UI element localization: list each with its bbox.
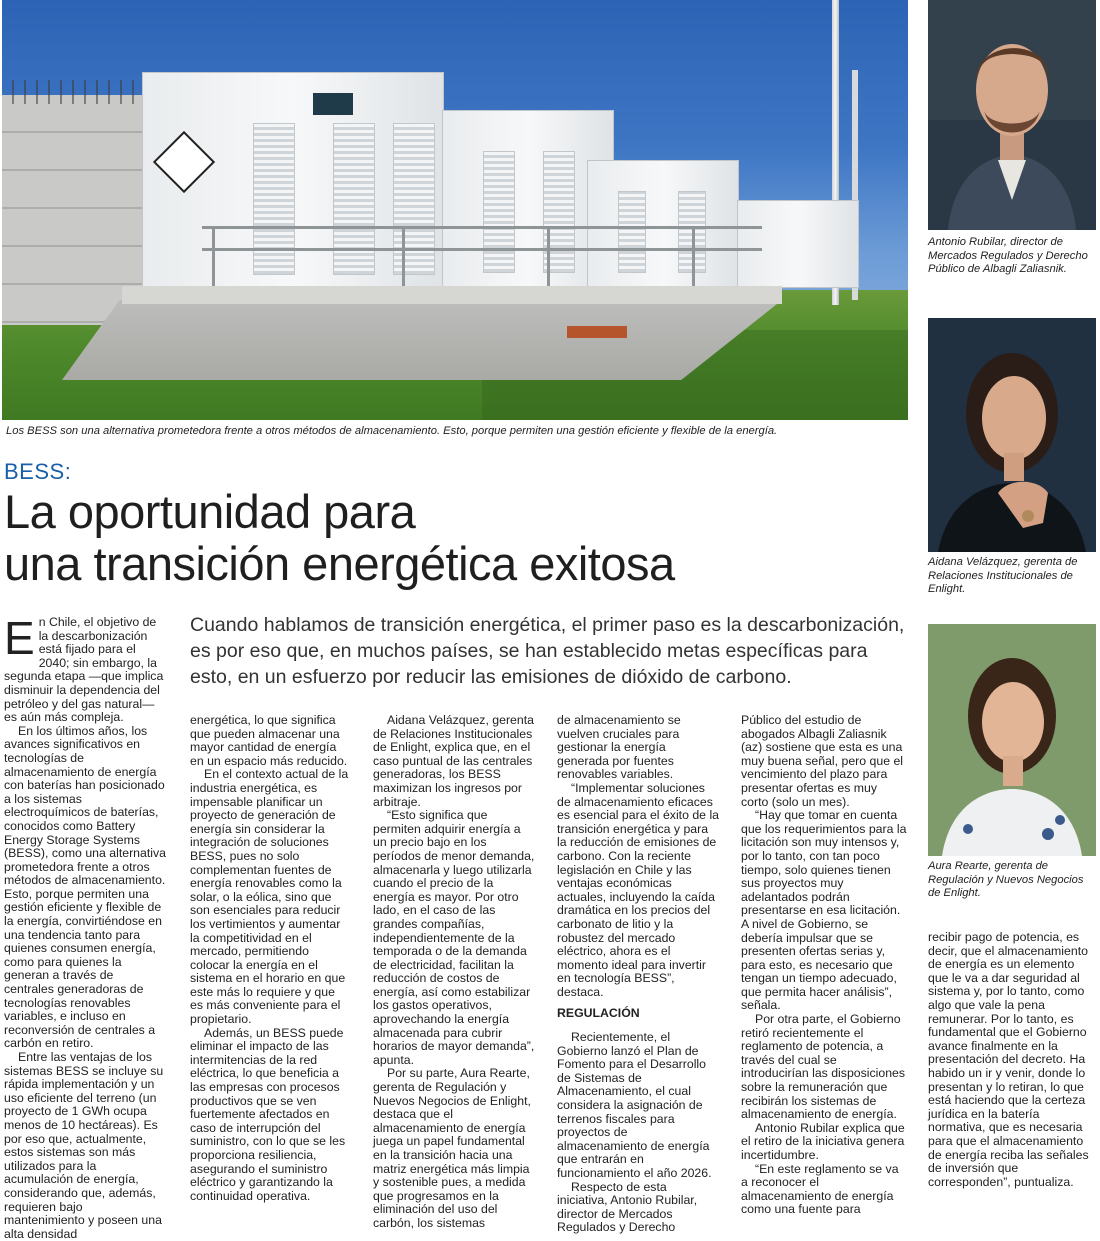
paragraph: Entre las ventajas de los sistemas BESS se incluye su rápida implementación y un uso eficiente del terreno (un proyecto de 1 GWh ocupa menos de 10 hectáreas). Es por eso que, actualmente, estos sistemas son más utilizados para la acumulación de energía, considerando que, además, requieren bajo mantenimiento y poseen una alta densidad — [4, 1050, 164, 1241]
railing-post — [547, 226, 550, 288]
safety-railing — [202, 226, 762, 229]
railing-post — [212, 226, 215, 288]
railing-post — [402, 226, 405, 288]
paragraph: “Hay que tomar en cuenta que los requerimientos para la licitación son muy intensos y, por lo tanto, con tan poco tiempo, solo quienes tienen sus proyectos muy adelantados podrán presentarse en esa licitación. A nivel de Gobierno, se debería impulsar que se presenten ofertas serias y, para esto, es necesario que tengan un tiempo adecuado, que permita hacer análisis”, señala. — [741, 808, 907, 1013]
paragraph: Por otra parte, el Gobierno retiró recientemente el reglamento de potencia, a través del cual se introducirían las disposiciones sobre la remuneración que recibirán los sistemas de almacenamiento de energía. — [741, 1012, 906, 1122]
portrait-2-caption: Aidana Velázquez, gerenta de Relaciones Institucionales de Enlight. — [928, 556, 1078, 595]
headline-line-2: una transición energética exitosa — [4, 537, 675, 590]
main-photo-bess-containers — [2, 0, 908, 420]
paragraph: Público del estudio de abogados Albagli Zaliasnik (az) sostiene que esta es una muy buena señal, pero que el vencimiento del plazo para presentar ofertas es muy corto (solo un mes). — [741, 713, 904, 809]
body-column-6 — [928, 931, 1096, 1189]
paragraph: Recientemente, el Gobierno lanzó el Plan de Fomento para el Desarrollo de Sistemas de Almacenamiento, el cual considera la asignación de terrenos fiscales para proyectos de almacenamiento de energía que entrarán en funcionamiento el año 2026. — [557, 1030, 712, 1180]
paragraph: “En este reglamento se va a reconocer el almacenamiento de energía como una fuente para — [741, 1161, 899, 1217]
body-column-4 — [557, 714, 719, 1235]
safety-railing-lower — [202, 248, 762, 251]
razor-wire — [2, 80, 152, 104]
headline-line-1: La oportunidad para — [4, 485, 416, 538]
portrait-1-caption: Antonio Rubilar, director de Mercados Regulados y Derecho Público de Albagli Zaliasnik. — [928, 236, 1088, 275]
container-vent — [618, 191, 646, 273]
container-vent — [483, 151, 515, 273]
portrait-3-image — [928, 624, 1096, 856]
container-vent — [333, 123, 375, 275]
railing-post — [692, 226, 695, 288]
section-subhead: REGULACIÓN — [557, 1006, 640, 1021]
container-vent — [253, 123, 295, 275]
paragraph: n Chile, el objetivo de la descarbonización está fijado para el 2040; sin embargo, la segunda etapa —que implica disminuir la dependencia del petróleo y del gas natural— es aún más compleja. — [4, 615, 164, 725]
concrete-platform-top — [122, 286, 782, 304]
container-vent — [393, 123, 435, 275]
paragraph: energética, lo que significa que pueden almacenar una mayor cantidad de energía en un espacio más reducido. — [190, 713, 348, 768]
container-logo-badge — [313, 93, 353, 115]
portrait-antonio-rubilar — [928, 0, 1096, 230]
portrait-aidana-velazquez — [928, 318, 1096, 552]
portrait-1-image — [928, 0, 1096, 230]
portrait-aura-rearte — [928, 624, 1096, 856]
headline — [4, 486, 904, 590]
paragraph: recibir pago de potencia, es decir, que el almacenamiento de energía es un elemento que le va a dar seguridad al sistema y, por lo tanto, como algo que vale la pena remunerar. Por lo tanto, es fundamental que el Gobierno avance finalmente en la presentación del decreto. Ha habido un ir y venir, donde lo presentan y lo retiran, lo que está haciendo que la certeza jurídica en la batería normativa, que es necesaria para que el almacenamiento de energía reciba las señales de inversión que corresponden”, puntualiza. — [928, 930, 1089, 1189]
paragraph: “Esto significa que permiten adquirir energía a un precio bajo en los períodos de menor demanda, almacenarla y luego utilizarla cuando el precio de la energía es mayor. Por otro lado, en el caso de las grandes compañías, independientemente de la temporada o de la demanda de electricidad, facilitan la reducción de costos de energía, así como estabilizar los gastos operativos, aprovechando la energía almacenada para cubrir horarios de mayor demanda”, apunta. — [373, 808, 535, 1067]
body-column-1 — [4, 612, 166, 1241]
body-column-5 — [741, 714, 907, 1217]
paragraph: Antonio Rubilar explica que el retiro de la iniciativa genera incertidumbre. — [741, 1120, 905, 1162]
portrait-2-image — [928, 318, 1096, 552]
portrait-3-caption: Aura Rearte, gerenta de Regulación y Nuevos Negocios de Enlight. — [928, 860, 1084, 899]
concrete-platform — [62, 300, 782, 380]
battery-container-4 — [737, 200, 859, 288]
paragraph: En los últimos años, los avances significativos en tecnologías de almacenamiento de energía con baterías han posicionado a los sistemas electroquímicos de baterías, conocidos como Battery Energy Storage Systems (BESS), como una alternativa prometedora frente a otros métodos de almacenamiento. Esto, porque permiten una gestión eficiente y flexible de la energía, convirtiéndose en una tendencia tanto para quienes consumen energía, como para quienes la generan a través de centrales generadoras de tecnologías renovables variables, e incluso en reconversión de centrales a carbón en retiro. — [4, 723, 166, 1051]
orange-hatch — [567, 326, 627, 338]
paragraph: Aidana Velázquez, gerenta de Relaciones Institucionales de Enlight, explica que, en el caso puntual de las centrales generadoras, los BESS maximizan los ingresos por arbitraje. — [373, 713, 534, 809]
drop-cap: E — [4, 612, 35, 664]
paragraph: de almacenamiento se vuelven cruciales para gestionar la energía generada por fuentes renovables variables. — [557, 713, 681, 782]
battery-container-3 — [587, 160, 739, 288]
standfirst: Cuando hablamos de transición energética, el primer paso es la descarbonización, es por eso que, en muchos países, se han establecido metas específicas para esto, en un esfuerzo por reducir las emisiones de dióxido de carbono. — [190, 614, 905, 688]
paragraph: Por su parte, Aura Rearte, gerenta de Regulación y Nuevos Negocios de Enlight, destaca que el almacenamiento de energía juega un papel fundamental en la transición hacia una matriz energética más limpia y sostenible pues, a medida que progresamos en la eliminación del uso del carbón, los sistemas — [373, 1066, 531, 1230]
paragraph: “Implementar soluciones de almacenamiento eficaces es esencial para el éxito de la transición energética y para la reducción de emisiones de carbono. Con la reciente legislación en Chile y las ventajas económicas actuales, incluyendo la caída dramática en los precios del carbonato de litio y la robustez del mercado eléctrico, ahora es el momento ideal para invertir en tecnología BESS”, destaca. — [557, 780, 720, 999]
paragraph: Respecto de esta iniciativa, Antonio Rubilar, director de Mercados Regulados y Derecho — [557, 1179, 698, 1235]
body-column-2 — [190, 714, 350, 1203]
main-photo-caption: Los BESS son una alternativa prometedora frente a otros métodos de almacenamiento. Esto, porque permiten una gestión eficiente y flexible de la energía. — [6, 425, 778, 437]
paragraph: Además, un BESS puede eliminar el impacto de las intermitencias de la red eléctrica, lo que beneficia a las empresas con procesos productivos que se ven fuertemente afectados en caso de interrupción del suministro, con lo que se les proporciona resiliencia, asegurando el suministro eléctrico y garantizando la continuidad operativa. — [190, 1025, 346, 1203]
section-kicker: BESS: — [4, 459, 72, 484]
paragraph: En el contexto actual de la industria energética, es impensable planificar un proyecto de generación de energía sin considerar la integración de soluciones BESS, pues no solo complementan fuentes de energía renovables como la solar, o la eólica, sino que son esenciales para reducir los vertimientos y aumentar la competitividad en el mercado, permitiendo colocar la energía en el sistema en el horario en que este más lo requiere y que es más conveniente para el propietario. — [190, 767, 349, 1027]
body-column-3 — [373, 714, 535, 1231]
